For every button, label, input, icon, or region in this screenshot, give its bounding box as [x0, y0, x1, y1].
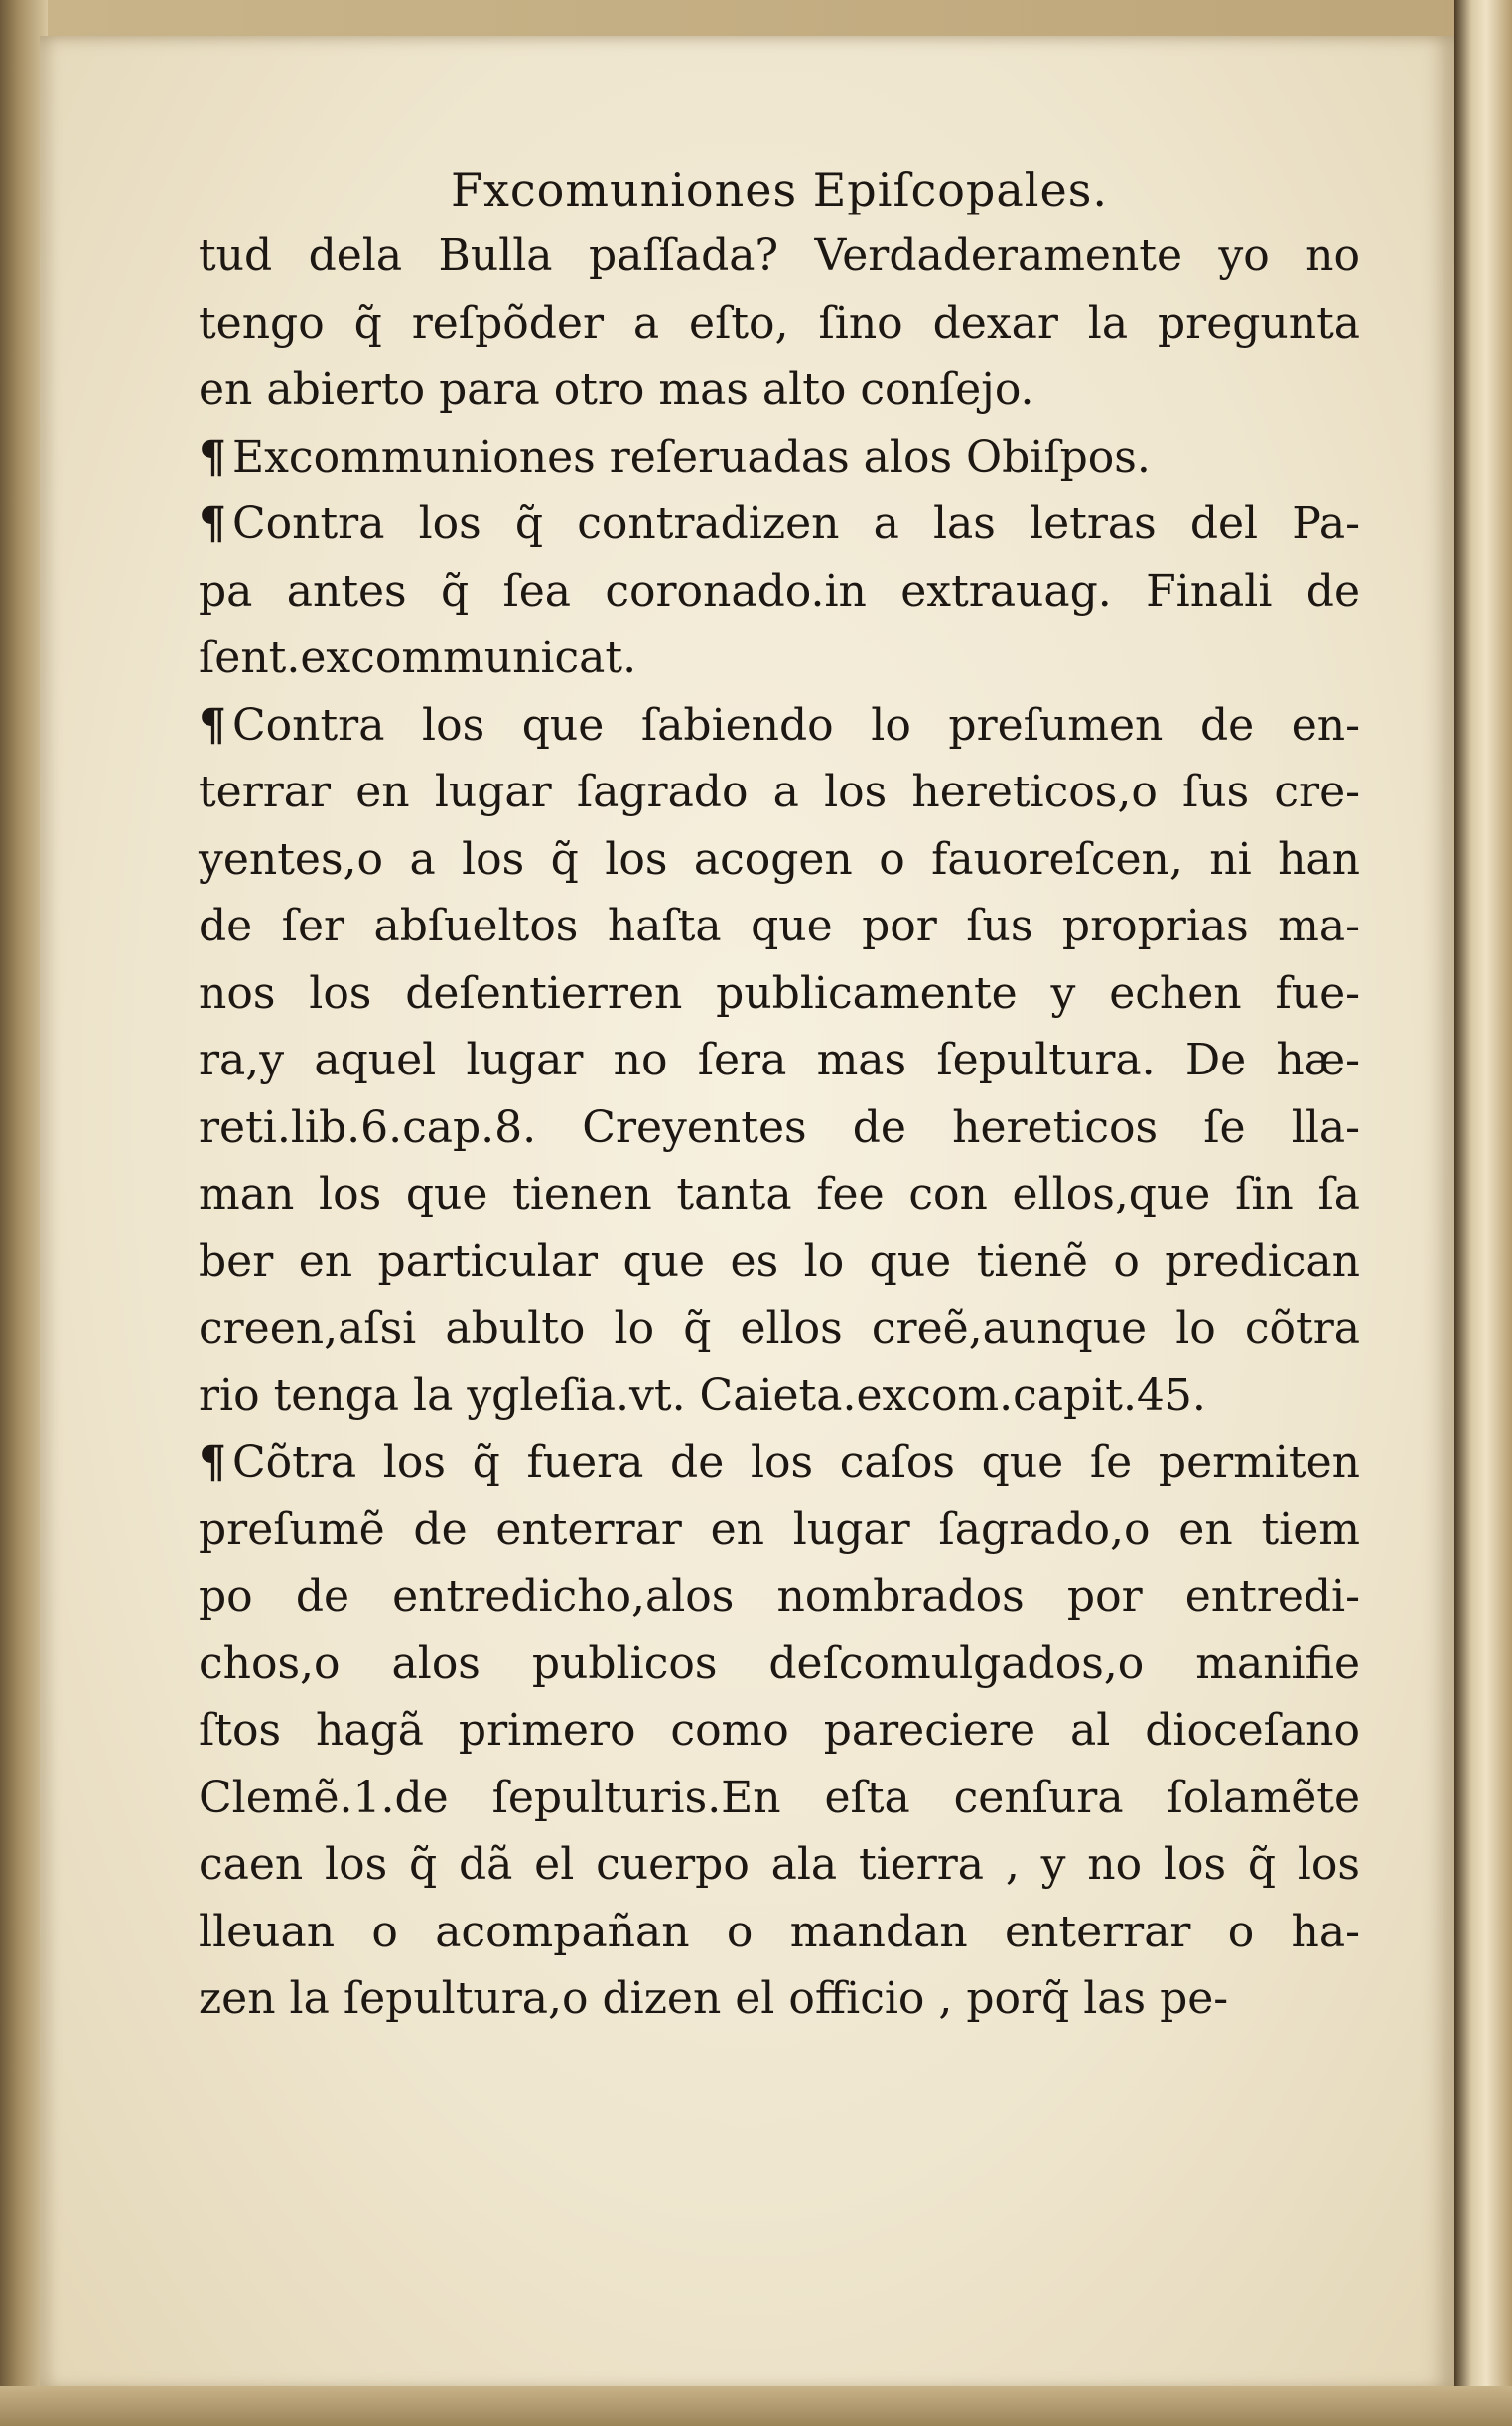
text-line: pa antes q̃ ſea coronado.in extrauag. Finali de: [199, 565, 1360, 617]
text-line-content: Cõtra los q̃ fuera de los caſos que ſe permiten: [232, 1437, 1360, 1488]
pilcrow-mark: ¶: [199, 1437, 226, 1488]
paragraph-3: [199, 1429, 1360, 2033]
paragraph-2: [199, 692, 1360, 1430]
text-line: yentes,o a los q̃ los acogen o fauoreſcen, ni han: [199, 833, 1360, 885]
page-text: [199, 159, 1360, 2033]
section-title-text: Excommuniones reſeruadas alos Obiſpos.: [232, 431, 1151, 483]
text-line: chos,o alos publicos deſcomulgados,o manifie: [199, 1638, 1360, 1689]
text-line: man los que tienen tanta fee con ellos,que ſin ſa: [199, 1169, 1360, 1219]
text-line: [199, 1429, 1360, 1497]
text-line: zen la ſepultura,o dizen el officio , porq̃ las pe-: [199, 1973, 1229, 2024]
pilcrow-mark: ¶: [199, 499, 226, 549]
text-line: lleuan o acompañan o mandan enterrar o ha-: [199, 1906, 1360, 1957]
text-line: ſtos hagã primero como pareciere al dioceſano: [199, 1705, 1360, 1756]
text-line: de ſer abſueltos haſta que por ſus proprias ma-: [199, 901, 1360, 951]
text-line: ſent.excommunicat.: [199, 633, 637, 683]
section-title: [199, 424, 1360, 492]
text-line: en abierto para otro mas alto conſejo.: [199, 364, 1034, 415]
text-line: reti.lib.6.cap.8. Creyentes de hereticos ſe lla-: [199, 1101, 1360, 1153]
text-line: Clemẽ.1.de ſepulturis.En eſta cenſura ſolamẽte: [199, 1772, 1360, 1823]
text-line: tengo q̃ reſpõder a eſto, ſino dexar la pregunta: [199, 297, 1360, 349]
text-line: rio tenga la ygleſia.vt. Caieta.excom.capit.45.: [199, 1369, 1206, 1421]
text-line: terrar en lugar ſagrado a los hereticos,o ſus cre-: [199, 767, 1360, 817]
text-line: [199, 692, 1360, 760]
text-line: nos los deſentierren publicamente y echen fue-: [199, 967, 1360, 1019]
running-head: Fxcomuniones Epiſcopales.: [451, 163, 1108, 216]
paragraph-intro: [199, 222, 1360, 424]
text-line: po de entredicho,alos nombrados por entredi-: [199, 1571, 1360, 1622]
pilcrow-mark: ¶: [199, 431, 226, 483]
paragraph-1: [199, 491, 1360, 692]
text-line: ber en particular que es lo que tienẽ o predican: [199, 1235, 1360, 1287]
pilcrow-mark: ¶: [199, 699, 226, 751]
text-line: [199, 491, 1360, 558]
text-line: tud dela Bulla paſſada? Verdaderamente yo no: [199, 230, 1360, 281]
text-line: preſumẽ de enterrar en lugar ſagrado,o en tiem: [199, 1503, 1360, 1555]
text-line: caen los q̃ dã el cuerpo ala tierra , y no los q̃ los: [199, 1839, 1360, 1890]
text-line-content: Contra los q̃ contradizen a las letras del Pa-: [232, 499, 1360, 549]
text-line: creen,aſsi abulto lo q̃ ellos creẽ,aunque lo cõtra: [199, 1303, 1360, 1354]
right-page-edge: [1454, 0, 1512, 2426]
bottom-page-edge: [0, 2386, 1512, 2426]
text-line: ra,y aquel lugar no ſera mas ſepultura. De hæ-: [199, 1035, 1360, 1085]
text-line-content: Contra los que ſabiendo lo preſumen de en-: [232, 699, 1360, 751]
